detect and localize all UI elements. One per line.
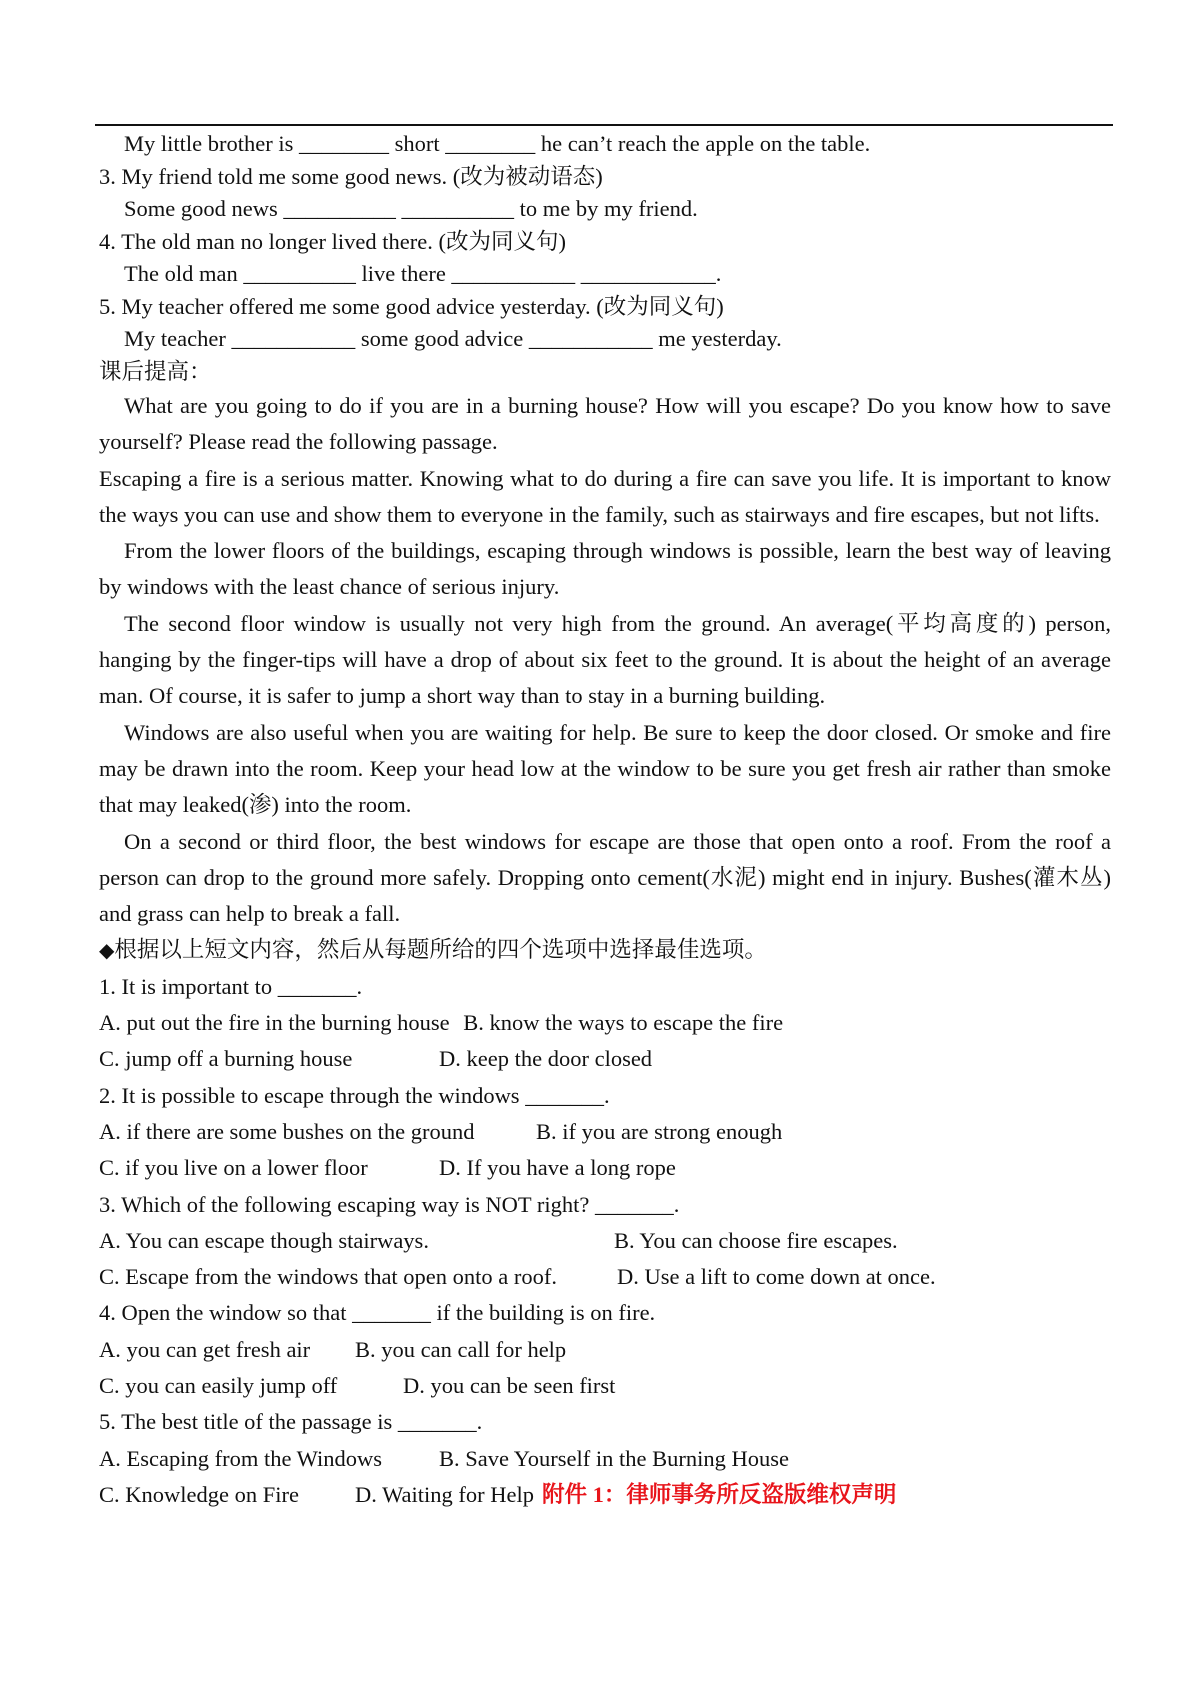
option-b: B. if you are strong enough xyxy=(536,1118,783,1144)
question-stem: 3. Which of the following escaping way is NOT right? _______. xyxy=(99,1191,680,1217)
option-row xyxy=(99,1150,1111,1186)
passage-paragraph: Windows are also useful when you are waiting for help. Be sure to keep the door closed. Or smoke and fire may be drawn into the room. Keep your head low at the window to be sure you get fresh air rather than smoke that may leaked(渗) into the room. xyxy=(99,719,1111,818)
exercise-answer-line: My little brother is ________ short ________ he can’t reach the apple on the table. xyxy=(124,131,871,156)
exercise-answer-line: Some good news __________ __________ to me by my friend. xyxy=(124,196,698,221)
option-a: A. you can get fresh air xyxy=(99,1336,311,1362)
option-b: B. you can call for help xyxy=(355,1336,567,1362)
exercise-answer-line: My teacher ___________ some good advice ___________ me yesterday. xyxy=(124,326,782,351)
passage-paragraph: Escaping a fire is a serious matter. Knowing what to do during a fire can save you life. It is important to know the ways you can use and show them to everyone in the family, such as stairways and fire escapes, but not lifts. xyxy=(99,465,1111,527)
passage-paragraph: From the lower floors of the buildings, escaping through windows is possible, learn the best way of leaving by windows with the least chance of serious injury. xyxy=(99,538,1111,600)
option-row xyxy=(99,1477,1111,1513)
option-row xyxy=(99,1223,1111,1259)
option-d: D. If you have a long rope xyxy=(439,1155,676,1181)
question-stem: 2. It is possible to escape through the windows _______. xyxy=(99,1082,610,1108)
option-d: D. Waiting for Help xyxy=(355,1481,534,1507)
option-row xyxy=(99,1041,1111,1077)
option-c: C. you can easily jump off xyxy=(99,1373,338,1399)
exercise-prompt-text: The old man no longer lived there. (改为同义句) xyxy=(121,228,566,254)
option-c: C. jump off a burning house xyxy=(99,1046,353,1072)
option-c: C. Escape from the windows that open onto a roof. xyxy=(99,1264,558,1290)
instruction-line xyxy=(99,932,1111,968)
option-a: A. You can escape though stairways. xyxy=(99,1227,429,1253)
passage-paragraph: The second floor window is usually not very high from the ground. An average(平均高度的) person, hanging by the finger-tips will have a drop of about six feet to the ground. It is about the height of an average man. Of course, it is safer to jump a short way than to stay in a burning building. xyxy=(99,610,1111,709)
option-row xyxy=(99,1368,1111,1404)
option-row xyxy=(99,1259,1111,1295)
exercise-prompt xyxy=(99,226,1111,259)
option-a: A. put out the fire in the burning house xyxy=(99,1010,450,1036)
exercise-prompt xyxy=(99,291,1111,324)
question-stem: 5. The best title of the passage is _______. xyxy=(99,1409,483,1435)
question-stem: 1. It is important to _______. xyxy=(99,973,363,999)
exercise-answer-line: The old man __________ live there ___________ ____________. xyxy=(124,261,722,286)
instruction-text: 根据以上短文内容，然后从每题所给的四个选项中选择最佳选项。 xyxy=(114,937,767,963)
question-stem: 4. Open the window so that _______ if the building is on fire. xyxy=(99,1300,656,1326)
exercise-prompt-text: My friend told me some good news. (改为被动语态) xyxy=(121,163,603,189)
passage-paragraph: What are you going to do if you are in a burning house? How will you escape? Do you know how to save yourself? Please read the following passage. xyxy=(99,393,1111,455)
option-a: A. Escaping from the Windows xyxy=(99,1445,383,1471)
option-b: B. You can choose fire escapes. xyxy=(614,1227,898,1253)
exercise-prompt-text: My teacher offered me some good advice yesterday. (改为同义句) xyxy=(121,293,724,319)
option-d: D. you can be seen first xyxy=(403,1373,616,1399)
option-row xyxy=(99,1005,1111,1041)
passage-paragraph: On a second or third floor, the best windows for escape are those that open onto a roof. From the roof a person can drop to the ground more safely. Dropping onto cement(水泥) might end in injury. Bushes(灌木丛) and grass can help to break a fall. xyxy=(99,828,1111,927)
worksheet-document xyxy=(99,128,1111,1513)
exercise-number: 3. xyxy=(99,163,116,189)
option-d: D. Use a lift to come down at once. xyxy=(617,1264,936,1290)
option-b: B. know the ways to escape the fire xyxy=(463,1010,784,1036)
exercise-number: 5. xyxy=(99,293,116,319)
section-title: 课后提高： xyxy=(99,358,212,384)
header-rule xyxy=(95,124,1113,126)
option-b: B. Save Yourself in the Burning House xyxy=(439,1445,789,1471)
option-row xyxy=(99,1441,1111,1477)
option-d: D. keep the door closed xyxy=(439,1046,653,1072)
option-a: A. if there are some bushes on the ground xyxy=(99,1118,475,1144)
option-row xyxy=(99,1114,1111,1150)
option-row xyxy=(99,1332,1111,1368)
option-c: C. Knowledge on Fire xyxy=(99,1481,299,1507)
diamond-bullet-icon: ◆ xyxy=(99,940,115,963)
exercise-number: 4. xyxy=(99,228,116,254)
appendix-note: 附件 1：律师事务所反盗版维权声明 xyxy=(542,1481,897,1507)
exercise-prompt xyxy=(99,161,1111,194)
option-c: C. if you live on a lower floor xyxy=(99,1155,368,1181)
